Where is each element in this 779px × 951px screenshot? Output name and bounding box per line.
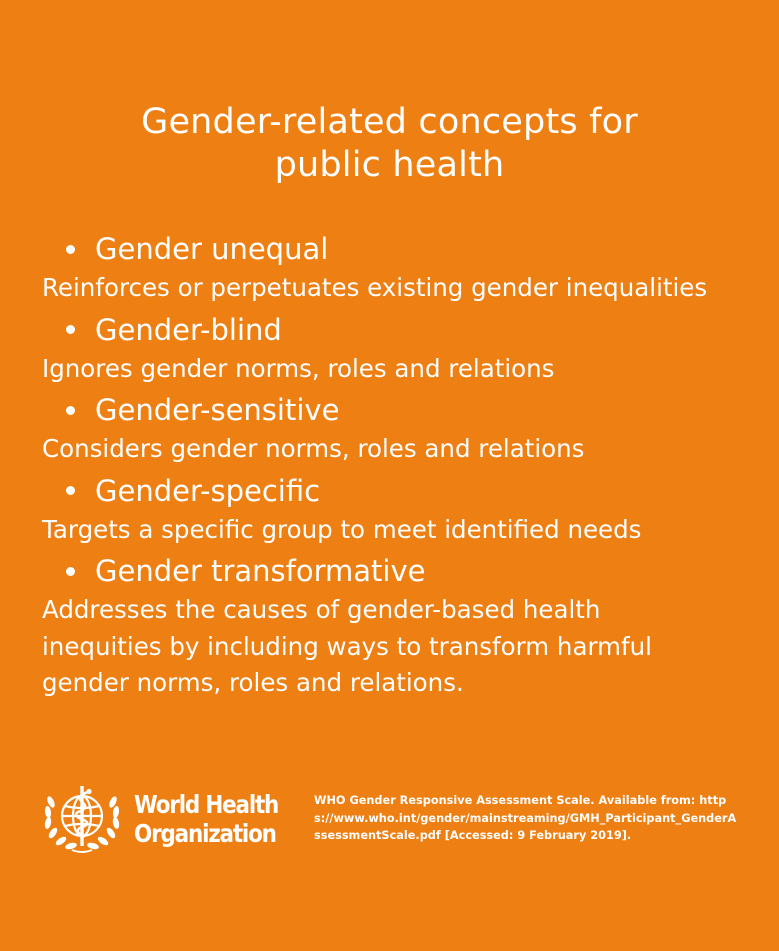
title-line-1: Gender-related concepts for [141,102,638,142]
concept-list [42,228,742,704]
footer [42,778,742,858]
concept-description: Addresses the causes of gender-based health inequities by including ways to transform harmful gender norms, roles and relations. [42,595,652,697]
concept-item-gender-blind [42,309,742,388]
concept-heading [66,389,742,431]
logo-line-2: Organization [134,819,276,848]
concept-item-gender-specific [42,470,742,549]
who-logo-wordmark [134,790,278,848]
logo-line-1: World Health [134,790,279,819]
bullet-icon [66,486,75,495]
concept-heading [66,309,742,351]
concept-item-gender-sensitive [42,389,742,468]
concept-heading [66,470,742,512]
who-emblem-icon [42,780,122,856]
bullet-icon [66,325,75,334]
title-line-2: public health [274,145,505,185]
concept-description: Reinforces or perpetuates existing gender inequalities [42,273,708,302]
concept-description: Considers gender norms, roles and relations [42,434,585,463]
concept-heading [66,228,742,270]
concept-heading-label: Gender-sensitive [95,393,340,427]
concept-description: Ignores gender norms, roles and relations [42,353,555,383]
concept-heading-label: Gender transformative [95,554,426,588]
source-citation: WHO Gender Responsive Assessment Scale. Available from: https://www.who.int/gender/mainstreaming/GMH_Participant_GenderAssessmentScale.pdf [Accessed: 9 February 2019]. [314,794,737,842]
concept-heading [66,550,742,592]
bullet-icon [66,245,75,254]
bullet-icon [66,406,75,415]
concept-description: Targets a specific group to meet identified needs [42,514,642,544]
concept-heading-label: Gender-blind [95,312,282,347]
page-title [60,101,719,187]
concept-item-gender-unequal [42,228,742,307]
concept-heading-label: Gender unequal [95,232,329,266]
concept-heading-label: Gender-specific [95,473,321,508]
bullet-icon [66,567,75,576]
concept-item-gender-transformative [42,550,742,702]
